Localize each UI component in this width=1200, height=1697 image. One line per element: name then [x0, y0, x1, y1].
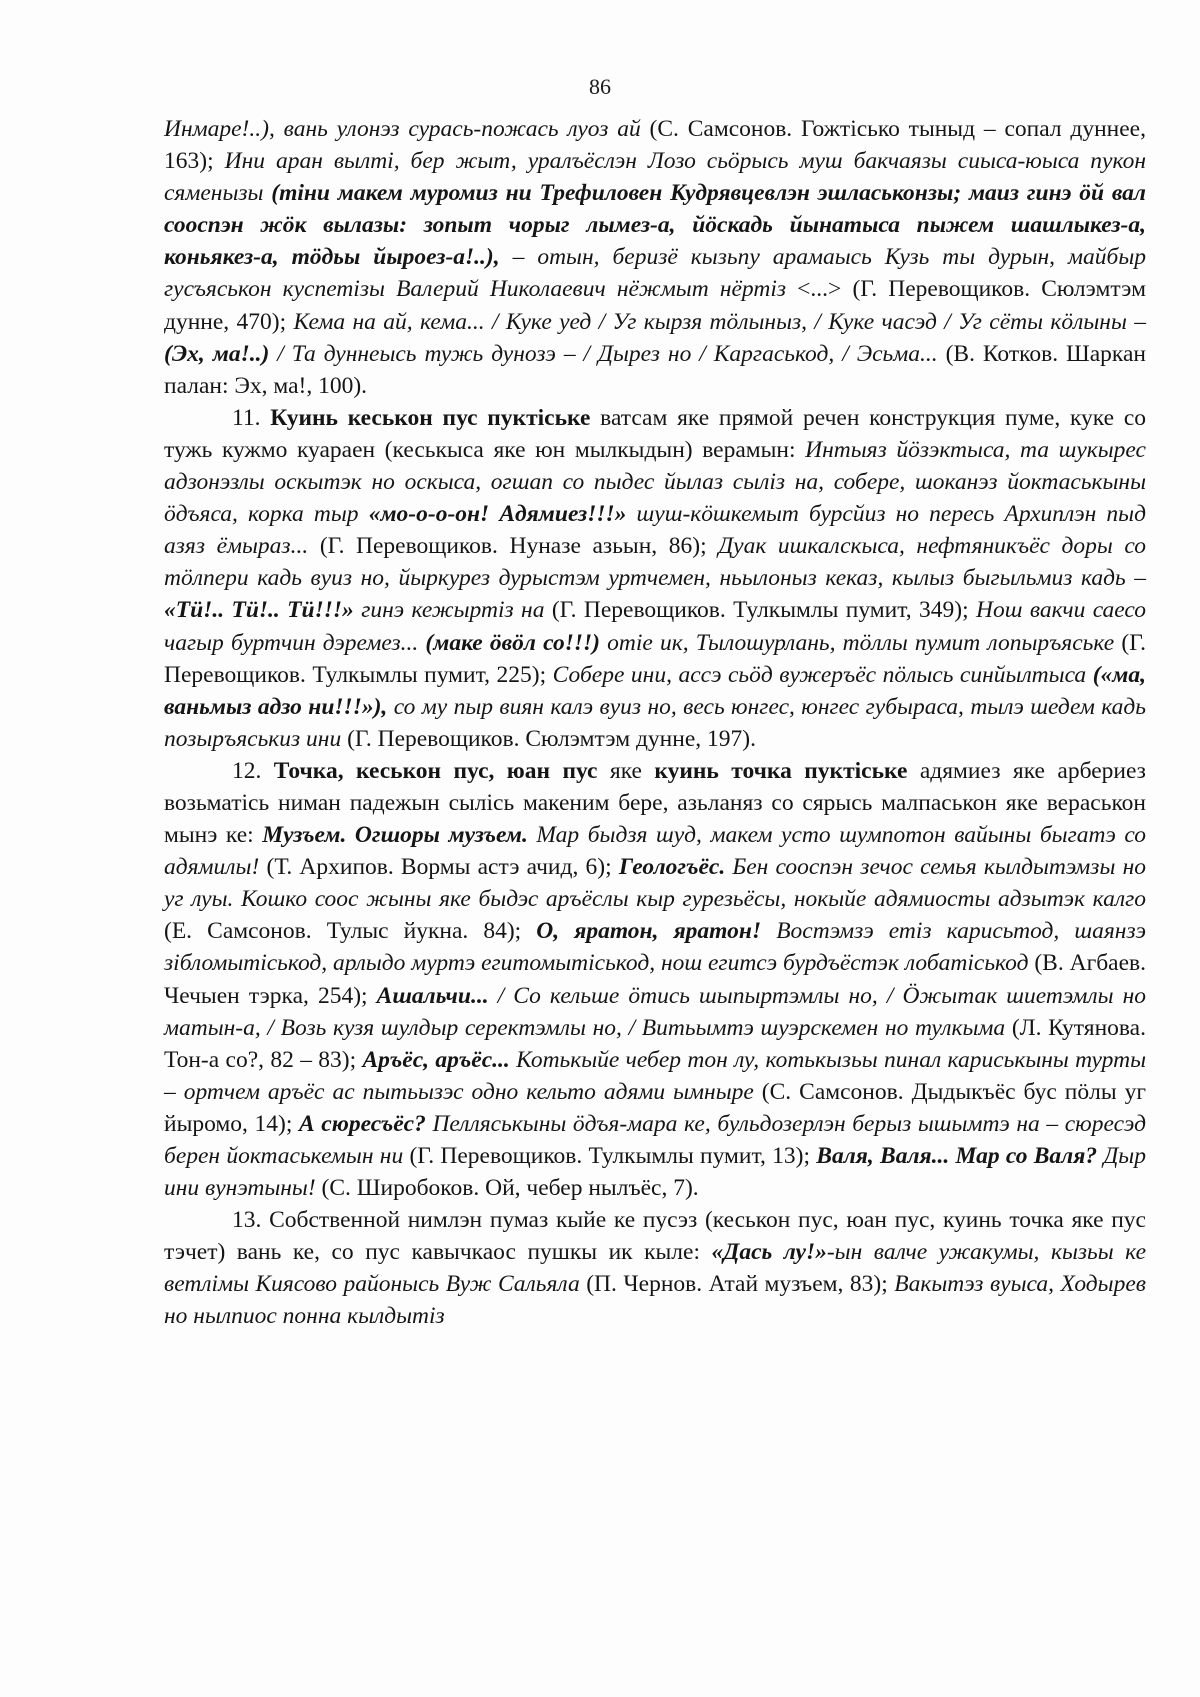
- italic-run: Вакытэз вуыса, Ходырев но нылпиос понна кылдытiз: [164, 1271, 1146, 1330]
- text-run: ватсам яке прямой речен конструкция пуме, куке со тужь кужмо куараен (кеськыса яке юн мылкыдын) верамын:: [164, 404, 1146, 463]
- italic-run: Дуак ишкалскыса, нефтяникъёс доры со тöлпери кадь вуиз но, йыркурез дурыстэм уртчемен, ньылоныз кеказ, кылыз быгыльмиз кадь –: [164, 533, 1146, 592]
- italic-run: – отын, беризё кызьпу арамаысь Кузь ты дурын, майбыр гусъяськон куспетiзы Валерий Николаевич нёжмыт нёртiз: [164, 244, 1146, 303]
- bold-italic-run: (Эх, ма!..): [164, 340, 278, 367]
- italic-run: / Та дуннеысь тужь дунозэ – / Дырез но / Каргаськод, / Эсьма...: [277, 340, 946, 367]
- text-run: (П. Чернов. Атай музъем, 83);: [586, 1271, 895, 1298]
- italic-run: Нош вакчи саесо чагыр буртчин дэремез...: [164, 597, 1147, 656]
- text-run: (В. Агбаев. Чечыен тэрка, 254);: [164, 950, 1147, 1009]
- italic-run: гинэ кежыртiз на: [361, 597, 552, 624]
- bold-italic-run: Ашальчи...: [376, 982, 498, 1009]
- paragraph-13: [164, 1204, 1146, 1332]
- text-run: <...> (Г. Перевощиков. Сюлэмтэм дунне, 470);: [164, 276, 1146, 335]
- text-run: (Е. Самсонов. Тулыс йукна. 84);: [164, 918, 537, 945]
- italic-run: со му пыр виян калэ вуиз но, весь юнгес, юнгес губыраса, тылэ шедем кадь позыръяськиз ини: [164, 693, 1147, 752]
- text-run: (Л. Кутянова. Тон-а со?, 82 – 83);: [164, 1014, 1146, 1073]
- bold-italic-run: («ма, ваньмыз адзо ни!!!»),: [164, 661, 1146, 720]
- italic-run: Бен сооспэн зечос семья кылдытэмзы но уг луы. Кошко соос жыны яке быдэс аръёслы кыр гурезьёсы, нокыйе адямиосты адзытэк калго: [164, 854, 1146, 913]
- text-run: (Г. Перевощиков. Тулкымлы пумит, 13);: [409, 1143, 817, 1169]
- text-run: (С. Самсонов. Дыдыкъёс бус пöлы уг йыромо, 14);: [164, 1078, 1146, 1137]
- italic-run: Востэмзэ етiз карисьтод, шаянзэ зiбломытiськод, арлыдо муртэ егитомытiськод, нош егитсэ бурдъёстэк лобатiськод: [164, 918, 1146, 977]
- text-run: (Г. Перевощиков. Сюлэмтэм дунне, 197).: [347, 725, 756, 752]
- italic-run: Собере ини, ассэ сьöд вужеръёс пöлысь синйылтыса: [552, 661, 1093, 688]
- italic-run: шуш-кöшкемыт бурсйиз но пересь Архиплэн пыд азяз ёмыраз...: [164, 501, 1146, 560]
- text-run: (Т. Архипов. Вормы астэ ачид, 6);: [266, 854, 619, 881]
- text-run: (В. Котков. Шаркан палан: Эх, ма!, 100).: [164, 340, 1146, 399]
- text-run: (С. Широбоков. Ой, чебер нылъёс, 7).: [321, 1175, 699, 1202]
- body-text: [164, 113, 1146, 1333]
- bold-italic-run: А сюресъёс?: [298, 1110, 433, 1137]
- bold-italic-run: (тiни макем муромиз ни Трефиловен Кудрявцевлэн эшласьконзы; маиз гинэ öй вал сооспэн жöк вылазы: зопыт чорыг лымез-а, йöскадь йынатыса пыжем шашлыкез-а, коньякез-а, тöдьы йыроез-а!..),: [164, 180, 1146, 271]
- italic-run: Интыяз йöзэктыса, та шукырес адзонэзлы оскытэк но оскыса, огшап со пыдес йылаз сылiз на, собере, шоканэз йоктаськыны öдъяса, корка тыр: [164, 436, 1146, 528]
- italic-run: Инмаре!..), вань улонэз сурась-пожась луоз ай: [164, 116, 650, 142]
- text-run: адямиез яке арбериез возьматiсь ниман падежын сылiсь макеним бере, азьланяз со сярысь малпаськон яке вераськон мынэ ке:: [164, 757, 1146, 849]
- bold-italic-run: «мо-о-о-он! Адямиез!!!»: [368, 501, 637, 528]
- italic-run: Пелляськыны öдъя-мара ке, бульдозерлэн берыз ышымтэ на – сюресэд берен йоктаськемын ни: [164, 1110, 1146, 1169]
- bold-run: Точка, кеськон пус, юан пус: [273, 757, 610, 784]
- italic-run: отiе ик, Тылошурлань, тöллы пумит лопыръяське: [607, 629, 1122, 656]
- text-run: (Г. Перевощиков. Тулкымлы пумит, 349);: [551, 597, 977, 624]
- bold-italic-run: Аръёс, аръёс...: [362, 1046, 517, 1073]
- italic-run: Котькыйе чебер тон лу, котькызьы пинал кариськыны турты – ортчем аръёс ас пытьызэс одно кельто адями ымныре: [164, 1046, 1146, 1105]
- bold-run: куинь точка пуктiське: [654, 757, 920, 784]
- text-run: 11.: [232, 404, 271, 431]
- italic-run: / Со кельше öтись шыпыртэмлы но, / Öжытак шиетэмлы но матын-а, / Возь кузя шулдыр серектэмлы но, / Витьымтэ шуэрскемен но тулкыма: [164, 982, 1146, 1041]
- bold-italic-run: Геологъёс.: [618, 854, 733, 881]
- page-number: 86: [589, 74, 611, 99]
- paragraph-11: [164, 402, 1146, 755]
- italic-run: Ини аран вылтi, бер жыт, уралъёслэн Лозо сьöрысь муш бакчаязы сиыса-юыса пукон сяменызы: [164, 148, 1146, 207]
- text-run: (Г. Перевощиков. Нуназе азьын, 86);: [319, 533, 719, 560]
- paragraph-12: [164, 755, 1146, 1204]
- bold-italic-run: «Дась лу!»: [711, 1239, 827, 1266]
- text-run: яке: [609, 757, 655, 784]
- italic-run: -ын валче ужакумы, кызьы ке ветлiмы Киясово районысь Вуж Сальяла: [164, 1239, 1147, 1298]
- text-run: (Г. Перевощиков. Тулкымлы пумит, 225);: [164, 629, 1147, 688]
- paragraph-10-continuation: [164, 113, 1146, 402]
- bold-italic-run: О, яратон, яратон!: [536, 918, 777, 945]
- bold-run: Куинь кеськон пус пуктiське: [270, 404, 601, 431]
- text-run: 12.: [232, 757, 274, 784]
- italic-run: Кема на ай, кема... / Куке уед / Уг кырзя тöлыныз, / Куке часэд / Уг сёты кöлыны –: [293, 308, 1146, 335]
- bold-italic-run: Музъем. Огшоры музъем.: [262, 822, 537, 849]
- bold-italic-run: (маке öвöл со!!!): [425, 629, 608, 656]
- bold-italic-run: Валя, Валя... Мар со Валя?: [816, 1143, 1104, 1169]
- text-run: 13. Собственной нимлэн пумаз кыйе ке пусэз (кеськон пус, юан пус, куинь точка яке пус тэчет) вань ке, со пус кавычкаос пушкы ик кыле:: [164, 1207, 1146, 1266]
- italic-run: Дыр ини вунэтыны!: [164, 1143, 1146, 1202]
- bold-italic-run: «Тü!.. Тü!.. Тü!!!»: [164, 597, 362, 624]
- italic-run: Мар быдзя шуд, макем усто шумпотон вайыны быгатэ со адямилы!: [164, 822, 1146, 881]
- text-run: (С. Самсонов. Гожтiсько тыныд – сопал дуннее, 163);: [164, 116, 1146, 175]
